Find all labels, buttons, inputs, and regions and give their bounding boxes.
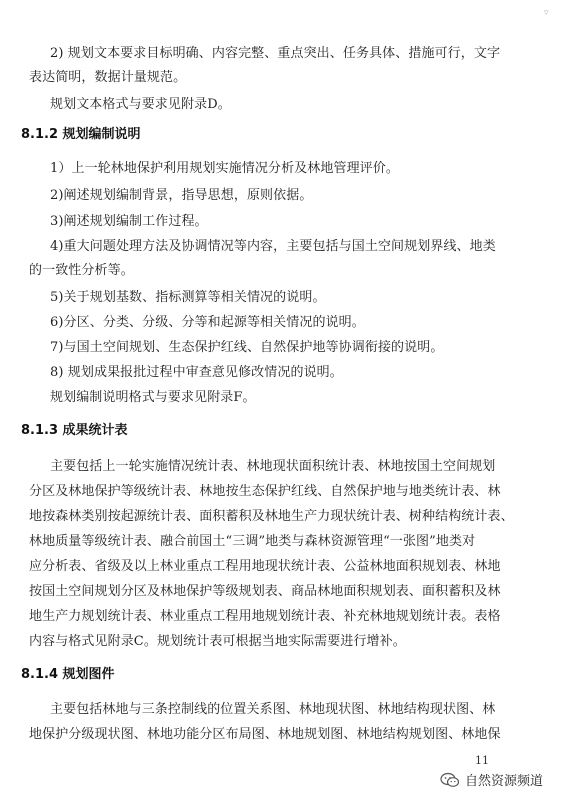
- corner-mark: ▿: [544, 8, 549, 18]
- section-heading-8-1-2: 8.1.2 规划编制说明: [21, 127, 141, 142]
- section-8-1-2-item: 6)分区、分类、分级、分等和起源等相关情况的说明。: [50, 315, 365, 330]
- section-8-1-2-item: 2)阐述规划编制背景，指导思想，原则依据。: [50, 188, 313, 203]
- section-8-1-3-line: 林地质量等级统计表、融合前国土“三调”地类与森林资源管理“一张图”地类对: [29, 534, 476, 549]
- section-8-1-2-item: 3)阐述规划编制工作过程。: [50, 214, 208, 229]
- section-8-1-3-line: 分区及林地保护等级统计表、林地按生态保护红线、自然保护地与地类统计表、林: [29, 484, 501, 499]
- section-8-1-3-line: 主要包括上一轮实施情况统计表、林地现状面积统计表、林地按国土空间规划: [50, 459, 496, 474]
- section-8-1-3-line: 地生产力规划统计表、林业重点工程用地规划统计表、补充林地规划统计表。表格: [29, 609, 501, 624]
- watermark-text: 自然资源频道: [465, 774, 544, 789]
- section-8-1-3-line: 应分析表、省级及以上林业重点工程用地现状统计表、公益林地面积规划表、林地: [29, 559, 501, 574]
- section-8-1-3-line: 内容与格式见附录C。规划统计表可根据当地实际需要进行增补。: [29, 634, 406, 649]
- section-8-1-2-item-continued: 的一致性分析等。: [29, 263, 134, 278]
- section-heading-8-1-4: 8.1.4 规划图件: [21, 667, 115, 682]
- intro-item-2-line-1: 2) 规划文本要求目标明确、内容完整、重点突出、任务具体、措施可行，文字: [50, 46, 501, 61]
- section-8-1-3-line: 地按森林类别按起源统计表、面积蓄积及林地生产力现状统计表、树种结构统计表、: [29, 509, 514, 524]
- section-8-1-2-item: 7)与国土空间规划、生态保护红线、自然保护地等协调衔接的说明。: [50, 340, 444, 355]
- watermark: [440, 770, 543, 789]
- section-8-1-4-line: 主要包括林地与三条控制线的位置关系图、林地现状图、林地结构现状图、林: [50, 702, 496, 717]
- section-8-1-4-line: 地保护分级现状图、林地功能分区布局图、林地规划图、林地结构规划图、林地保: [29, 727, 501, 742]
- section-heading-8-1-3: 8.1.3 成果统计表: [21, 423, 128, 438]
- section-8-1-2-format-note: 规划编制说明格式与要求见附录F。: [50, 390, 256, 405]
- intro-item-2-line-2: 表达简明，数据计量规范。: [29, 70, 187, 85]
- wechat-icon: [440, 772, 460, 788]
- page-number: 11: [475, 754, 489, 767]
- intro-format-note: 规划文本格式与要求见附录D。: [50, 97, 231, 112]
- section-8-1-2-item: 5)关于规划基数、指标测算等相关情况的说明。: [50, 290, 326, 305]
- section-8-1-2-item: 1）上一轮林地保护利用规划实施情况分析及林地管理评价。: [50, 161, 399, 176]
- section-8-1-2-item: 4)重大问题处理方法及协调情况等内容，主要包括与国土空间规划界线、地类: [50, 239, 496, 254]
- section-8-1-2-item: 8) 规划成果报批过程中审查意见修改情况的说明。: [50, 365, 343, 380]
- section-8-1-3-line: 按国土空间规划分区及林地保护等级规划表、商品林地面积规划表、面积蓄积及林: [29, 584, 501, 599]
